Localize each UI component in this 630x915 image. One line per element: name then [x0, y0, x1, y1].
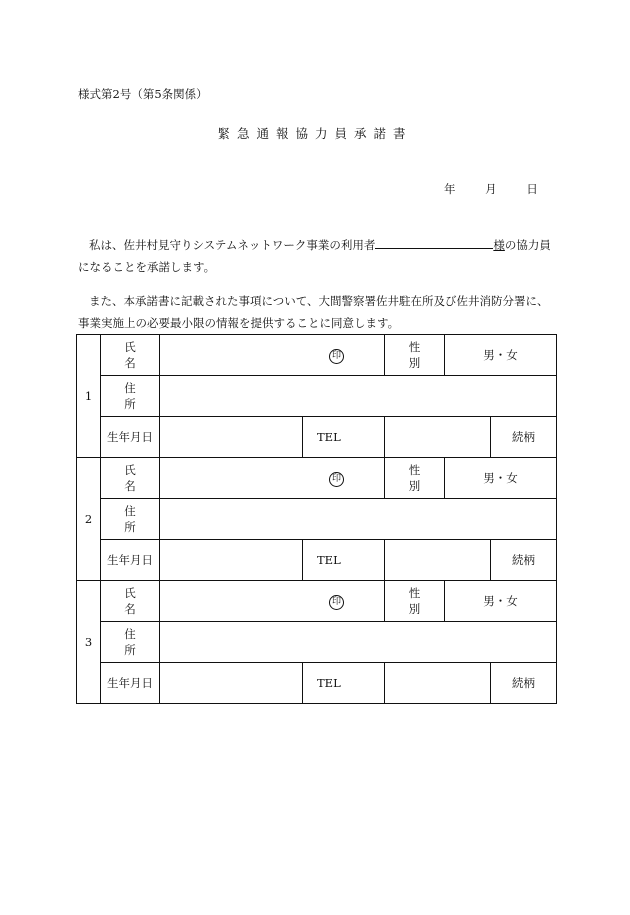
tel-field[interactable] [385, 417, 491, 458]
entry-number [77, 581, 101, 704]
seal-icon: 印 [329, 472, 344, 487]
form-number: 様式第2号（第5条関係） [78, 87, 208, 101]
consent-text-after: の協力員になることを承諾します。 [78, 238, 551, 274]
birthdate-row [77, 663, 557, 704]
tel-label: TEL [303, 540, 385, 581]
birthdate-label: 生年月日 [101, 663, 160, 704]
entry-number-text: 1 [84, 389, 93, 403]
gender-options[interactable]: 男・女 [445, 458, 557, 499]
address-field[interactable] [160, 376, 557, 417]
relation-label: 続柄 [491, 540, 557, 581]
date-year-label: 年 [444, 182, 456, 196]
address-row [77, 499, 557, 540]
birthdate-label: 生年月日 [101, 417, 160, 458]
information-consent-text: また、本承諾書に記載された事項について、大間警察署佐井駐在所及び佐井消防分署に、事業実施上の必要最小限の情報を提供することに同意します。 [78, 294, 549, 330]
name-label: 氏 名 [101, 581, 160, 622]
gender-options[interactable]: 男・女 [445, 335, 557, 376]
relation-label: 続柄 [491, 417, 557, 458]
tel-label: TEL [303, 663, 385, 704]
tel-field[interactable] [385, 663, 491, 704]
address-row [77, 622, 557, 663]
birthdate-field[interactable] [160, 540, 303, 581]
entry-number [77, 458, 101, 581]
date-day-label: 日 [526, 182, 538, 196]
birthdate-field[interactable] [160, 663, 303, 704]
birthdate-label: 生年月日 [101, 540, 160, 581]
address-label: 住 所 [101, 499, 160, 540]
name-row [77, 335, 557, 376]
entry-number [77, 335, 101, 458]
name-field[interactable] [160, 581, 385, 622]
information-consent-paragraph [78, 290, 558, 334]
entry-number-text: 2 [84, 512, 93, 526]
date-line [444, 181, 538, 197]
seal-icon: 印 [329, 349, 344, 364]
name-row [77, 458, 557, 499]
address-row [77, 376, 557, 417]
sama-suffix: 様 [493, 238, 505, 252]
name-label: 氏 名 [101, 458, 160, 499]
address-label: 住 所 [101, 376, 160, 417]
address-field[interactable] [160, 622, 557, 663]
gender-options[interactable]: 男・女 [445, 581, 557, 622]
gender-label: 性 別 [385, 581, 445, 622]
entry-number-text: 3 [84, 635, 93, 649]
user-name-blank[interactable] [375, 236, 493, 249]
birthdate-row [77, 417, 557, 458]
address-label: 住 所 [101, 622, 160, 663]
name-field[interactable] [160, 458, 385, 499]
name-label: 氏 名 [101, 335, 160, 376]
birthdate-field[interactable] [160, 417, 303, 458]
relation-label: 続柄 [491, 663, 557, 704]
seal-icon: 印 [329, 595, 344, 610]
gender-label: 性 別 [385, 335, 445, 376]
consent-paragraph [78, 234, 558, 278]
gender-label: 性 別 [385, 458, 445, 499]
tel-label: TEL [303, 417, 385, 458]
date-month-label: 月 [485, 182, 497, 196]
address-field[interactable] [160, 499, 557, 540]
consent-text-before: 私は、佐井村見守りシステムネットワーク事業の利用者 [89, 238, 376, 252]
cooperator-table [76, 334, 557, 704]
tel-field[interactable] [385, 540, 491, 581]
name-field[interactable] [160, 335, 385, 376]
name-row [77, 581, 557, 622]
document-title: 緊急通報協力員承諾書 [217, 126, 413, 141]
birthdate-row [77, 540, 557, 581]
